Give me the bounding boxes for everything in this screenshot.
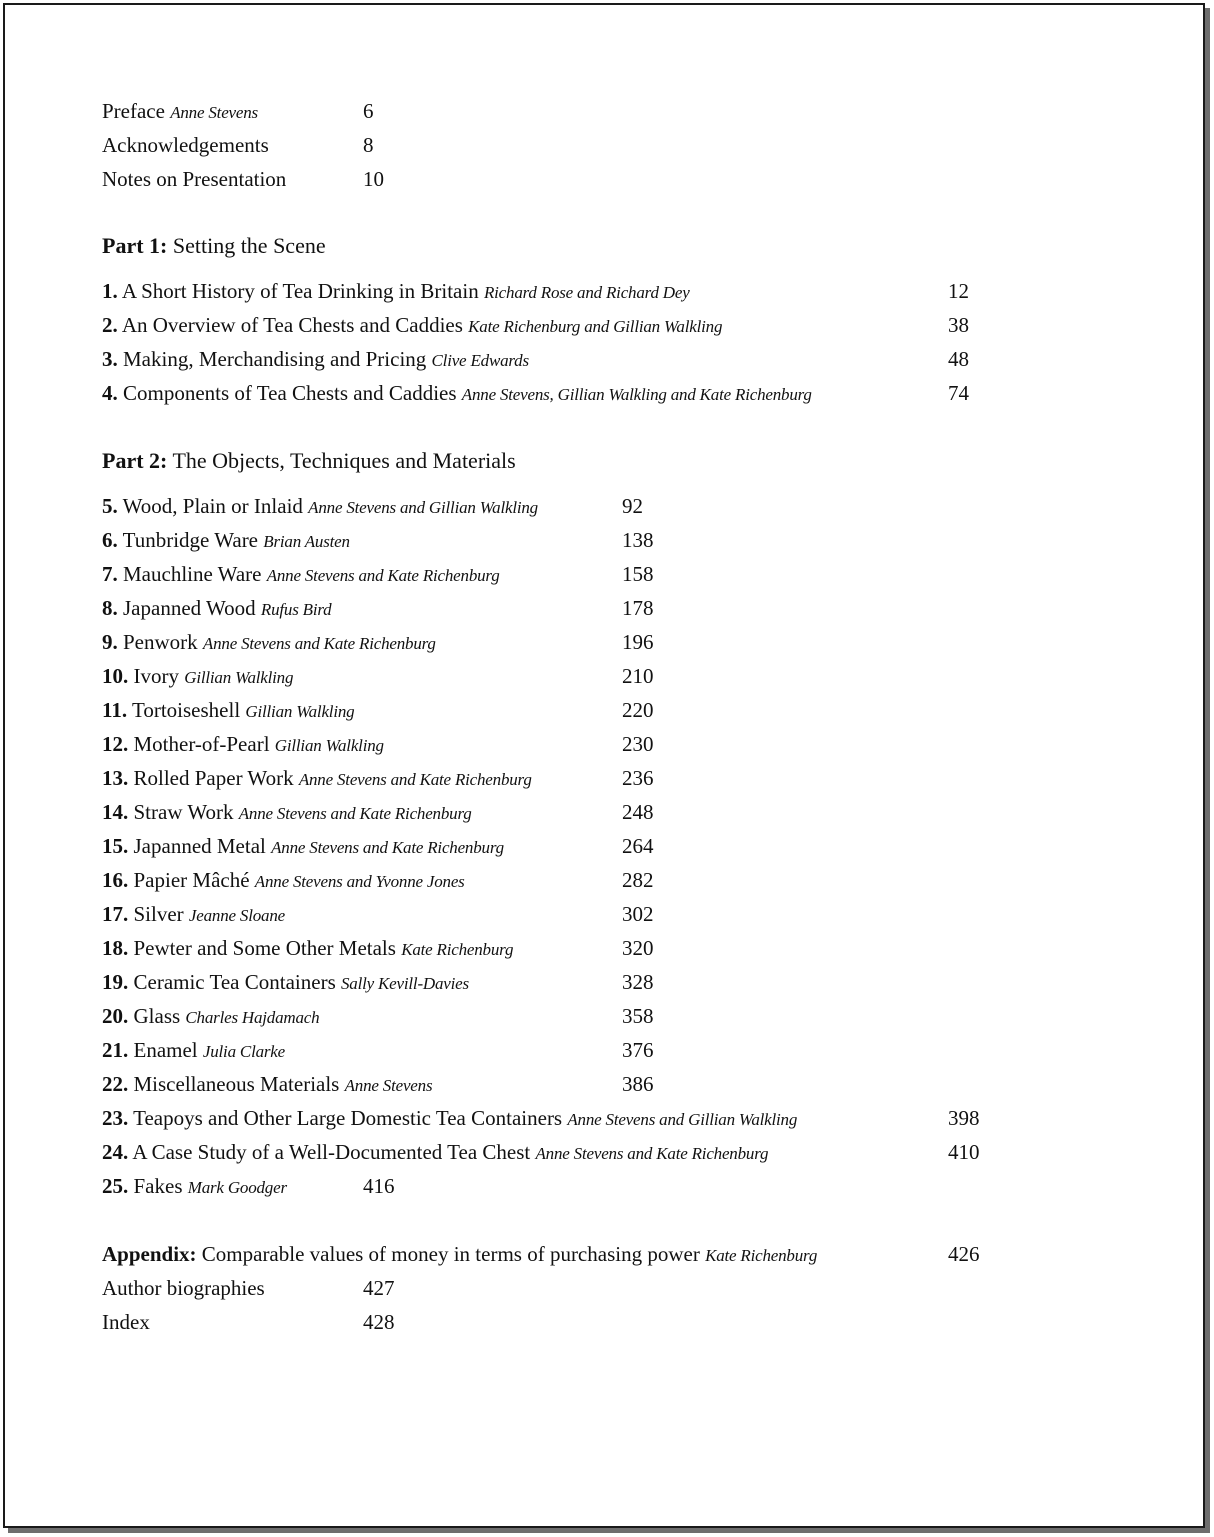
entry-author: Anne Stevens and Gillian Walkling <box>567 1110 798 1129</box>
entry-page: 220 <box>622 698 654 722</box>
entry-page: 410 <box>948 1140 980 1164</box>
entry-title: Index <box>102 1310 150 1334</box>
entry-author: Gillian Walkling <box>245 702 355 721</box>
entry-title: Fakes <box>133 1174 183 1198</box>
entry-title: Tortoiseshell <box>131 698 241 722</box>
entry-number: 10. <box>102 664 129 688</box>
part-label: Part 1: <box>102 233 168 258</box>
entry-page: 358 <box>622 1004 654 1028</box>
entry-author: Anne Stevens and Yvonne Jones <box>254 872 465 891</box>
entry-number: 19. <box>102 970 129 994</box>
entry-number: 23. <box>102 1106 129 1130</box>
entry-title: Silver <box>133 902 184 926</box>
entry-title: Acknowledgements <box>102 133 269 157</box>
entry-number: 7. <box>102 562 118 586</box>
entry-number: 14. <box>102 800 129 824</box>
entry-author: Kate Richenburg and Gillian Walkling <box>468 317 723 336</box>
entry-page: 138 <box>622 528 654 552</box>
entry-number: 22. <box>102 1072 129 1096</box>
entry-title: Tunbridge Ware <box>122 528 259 552</box>
entry-page: 328 <box>622 970 654 994</box>
entry-author: Clive Edwards <box>431 351 529 370</box>
entry-number: 13. <box>102 766 129 790</box>
entry-author: Anne Stevens, Gillian Walkling and Kate Richenburg <box>461 385 812 404</box>
entry-page: 196 <box>622 630 654 654</box>
entry-page: 376 <box>622 1038 654 1062</box>
entry-title: Teapoys and Other Large Domestic Tea Containers <box>133 1106 563 1130</box>
entry-number: 18. <box>102 936 129 960</box>
entry-author: Anne Stevens and Kate Richenburg <box>298 770 532 789</box>
entry-page: 428 <box>363 1310 395 1334</box>
entry-number: 9. <box>102 630 118 654</box>
entry-page: 8 <box>363 133 374 157</box>
entry-title: Ivory <box>133 664 179 688</box>
entry-title: Mother-of-Pearl <box>133 732 270 756</box>
entry-title: Mauchline Ware <box>123 562 262 586</box>
entry-title: A Short History of Tea Drinking in Britain <box>121 279 479 303</box>
entry-author: Anne Stevens <box>344 1076 433 1095</box>
entry-page: 282 <box>622 868 654 892</box>
entry-page: 12 <box>948 279 969 303</box>
entry-number: 24. <box>102 1140 129 1164</box>
entry-number: 12. <box>102 732 129 756</box>
entry-author: Anne Stevens and Kate Richenburg <box>266 566 500 585</box>
entry-title: Components of Tea Chests and Caddies <box>123 381 457 405</box>
entry-page: 178 <box>622 596 654 620</box>
entry-author: Anne Stevens and Kate Richenburg <box>202 634 436 653</box>
entry-number: 20. <box>102 1004 129 1028</box>
entry-author: Mark Goodger <box>187 1178 287 1197</box>
entry-page: 427 <box>363 1276 395 1300</box>
appendix-label: Appendix: <box>102 1242 197 1266</box>
entry-author: Jeanne Sloane <box>188 906 285 925</box>
entry-author: Kate Richenburg <box>401 940 514 959</box>
entry-page: 236 <box>622 766 654 790</box>
entry-page: 398 <box>948 1106 980 1130</box>
entry-page: 92 <box>622 494 643 518</box>
entry-title: Japanned Wood <box>123 596 256 620</box>
part-label: Part 2: <box>102 448 168 473</box>
entry-author: Anne Stevens <box>170 103 258 122</box>
entry-page: 386 <box>622 1072 654 1096</box>
entry-title: Comparable values of money in terms of purchasing power <box>201 1242 700 1266</box>
entry-title: Wood, Plain or Inlaid <box>122 494 303 518</box>
entry-author: Julia Clarke <box>202 1042 286 1061</box>
entry-author: Rufus Bird <box>260 600 332 619</box>
entry-page: 10 <box>363 167 384 191</box>
entry-title: Rolled Paper Work <box>133 766 294 790</box>
entry-author: Brian Austen <box>263 532 350 551</box>
entry-title: Pewter and Some Other Metals <box>133 936 396 960</box>
entry-title: Enamel <box>133 1038 198 1062</box>
entry-title: Miscellaneous Materials <box>133 1072 340 1096</box>
entry-number: 25. <box>102 1174 129 1198</box>
entry-number: 4. <box>102 381 118 405</box>
entry-page: 302 <box>622 902 654 926</box>
part-title: Setting the Scene <box>172 233 326 258</box>
entry-number: 3. <box>102 347 118 371</box>
entry-author: Anne Stevens and Gillian Walkling <box>308 498 538 517</box>
entry-page: 48 <box>948 347 969 371</box>
entry-page: 210 <box>622 664 654 688</box>
entry-number: 11. <box>102 698 128 722</box>
entry-author: Anne Stevens and Kate Richenburg <box>535 1144 769 1163</box>
entry-title: Ceramic Tea Containers <box>133 970 336 994</box>
entry-page: 38 <box>948 313 969 337</box>
entry-title: Penwork <box>123 630 198 654</box>
entry-page: 230 <box>622 732 654 756</box>
entry-author: Sally Kevill-Davies <box>341 974 469 993</box>
entry-page: 416 <box>363 1174 395 1198</box>
entry-title: Notes on Presentation <box>102 167 287 191</box>
entry-title: Papier Mâché <box>133 868 250 892</box>
entry-title: A Case Study of a Well-Documented Tea Chest <box>132 1140 531 1164</box>
entry-title: Preface <box>102 99 165 123</box>
entry-page: 426 <box>948 1242 980 1266</box>
entry-title: An Overview of Tea Chests and Caddies <box>121 313 463 337</box>
part-1-heading <box>102 230 326 262</box>
entry-title: Straw Work <box>133 800 234 824</box>
entry-title: Making, Merchandising and Pricing <box>123 347 427 371</box>
entry-number: 16. <box>102 868 129 892</box>
entry-page: 6 <box>363 99 374 123</box>
entry-author: Richard Rose and Richard Dey <box>483 283 690 302</box>
entry-number: 17. <box>102 902 129 926</box>
part-title: The Objects, Techniques and Materials <box>172 448 516 473</box>
entry-number: 6. <box>102 528 118 552</box>
entry-number: 2. <box>102 313 118 337</box>
entry-author: Charles Hajdamach <box>185 1008 320 1027</box>
entry-page: 248 <box>622 800 654 824</box>
entry-page: 264 <box>622 834 654 858</box>
entry-author: Anne Stevens and Kate Richenburg <box>238 804 472 823</box>
entry-author: Anne Stevens and Kate Richenburg <box>271 838 504 857</box>
entry-number: 5. <box>102 494 118 518</box>
entry-author: Kate Richenburg <box>705 1246 818 1265</box>
entry-title: Author biographies <box>102 1276 265 1300</box>
entry-title: Japanned Metal <box>133 834 266 858</box>
entry-author: Gillian Walkling <box>184 668 294 687</box>
entry-number: 1. <box>102 279 118 303</box>
part-2-heading <box>102 445 516 477</box>
entry-page: 320 <box>622 936 654 960</box>
entry-page: 158 <box>622 562 654 586</box>
entry-title: Glass <box>133 1004 181 1028</box>
entry-author: Gillian Walkling <box>274 736 384 755</box>
entry-number: 21. <box>102 1038 129 1062</box>
entry-number: 8. <box>102 596 118 620</box>
entry-page: 74 <box>948 381 969 405</box>
entry-number: 15. <box>102 834 129 858</box>
